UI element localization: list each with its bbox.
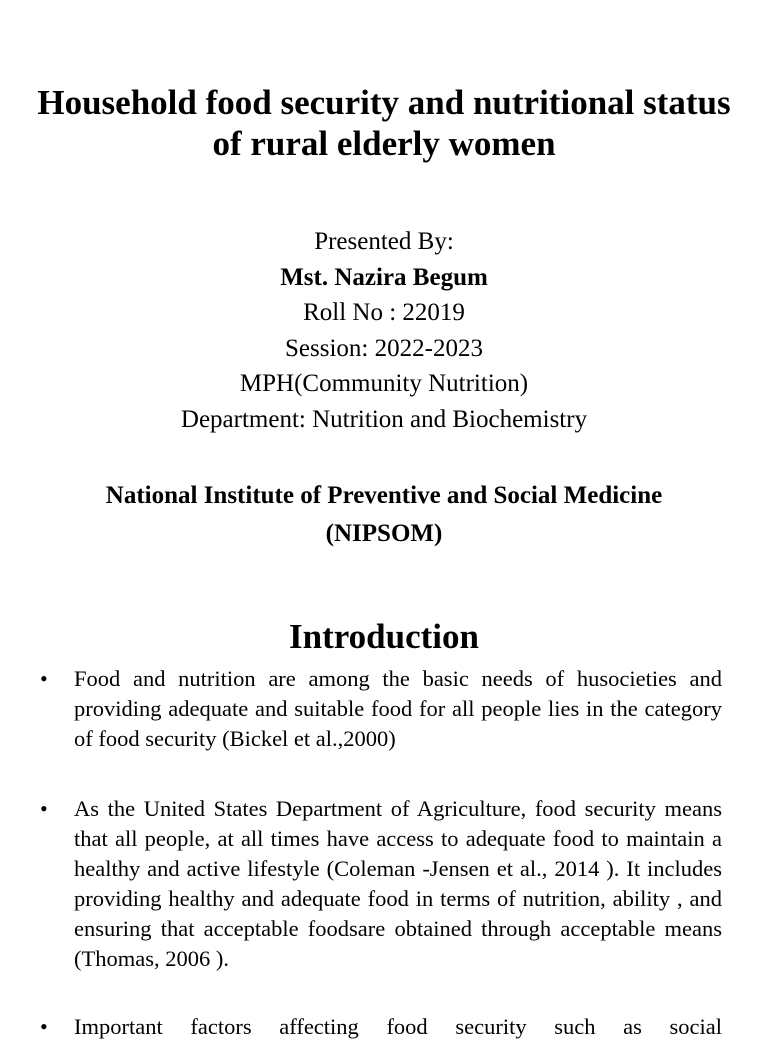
- roll-number: Roll No : 22019: [303, 299, 465, 327]
- bullet-dot-icon: •: [40, 666, 48, 691]
- presenter-block: [0, 224, 768, 438]
- institute-name: National Institute of Preventive and Social Medicine: [105, 482, 663, 509]
- bullet-dot-icon: •: [40, 1014, 48, 1039]
- institute-abbreviation: (NIPSOM): [325, 520, 443, 547]
- bullet-text: Food and nutrition are among the basic needs of husocieties and providing adequate and suitable food for all people lies in the category of food security (Bickel et al.,2000): [74, 666, 722, 751]
- session: Session: 2022-2023: [285, 334, 483, 362]
- bullet-dot-icon: •: [40, 796, 48, 821]
- department: Department: Nutrition and Biochemistry: [180, 405, 588, 433]
- bullet-text: As the United States Department of Agriculture, food security means that all people, at all times have access to adequate food to maintain a healthy and active lifestyle (Coleman -Jensen et al., 2014 ). It includes providing healthy and adequate food in terms of nutrition, ability , and ensuring that acceptable foodsare obtained through acceptable means (Thomas, 2006 ).: [74, 796, 722, 971]
- presenter-name: Mst. Nazira Begum: [280, 263, 488, 291]
- bullet-text: Important factors affecting food security such as social: [74, 1014, 722, 1039]
- introduction-heading: Introduction: [289, 617, 479, 656]
- slide-title: Household food security and nutritional status of rural elderly women: [37, 83, 731, 163]
- presented-by-label: Presented By:: [314, 228, 454, 255]
- program: MPH(Community Nutrition): [239, 370, 529, 398]
- institute-block: [30, 477, 738, 553]
